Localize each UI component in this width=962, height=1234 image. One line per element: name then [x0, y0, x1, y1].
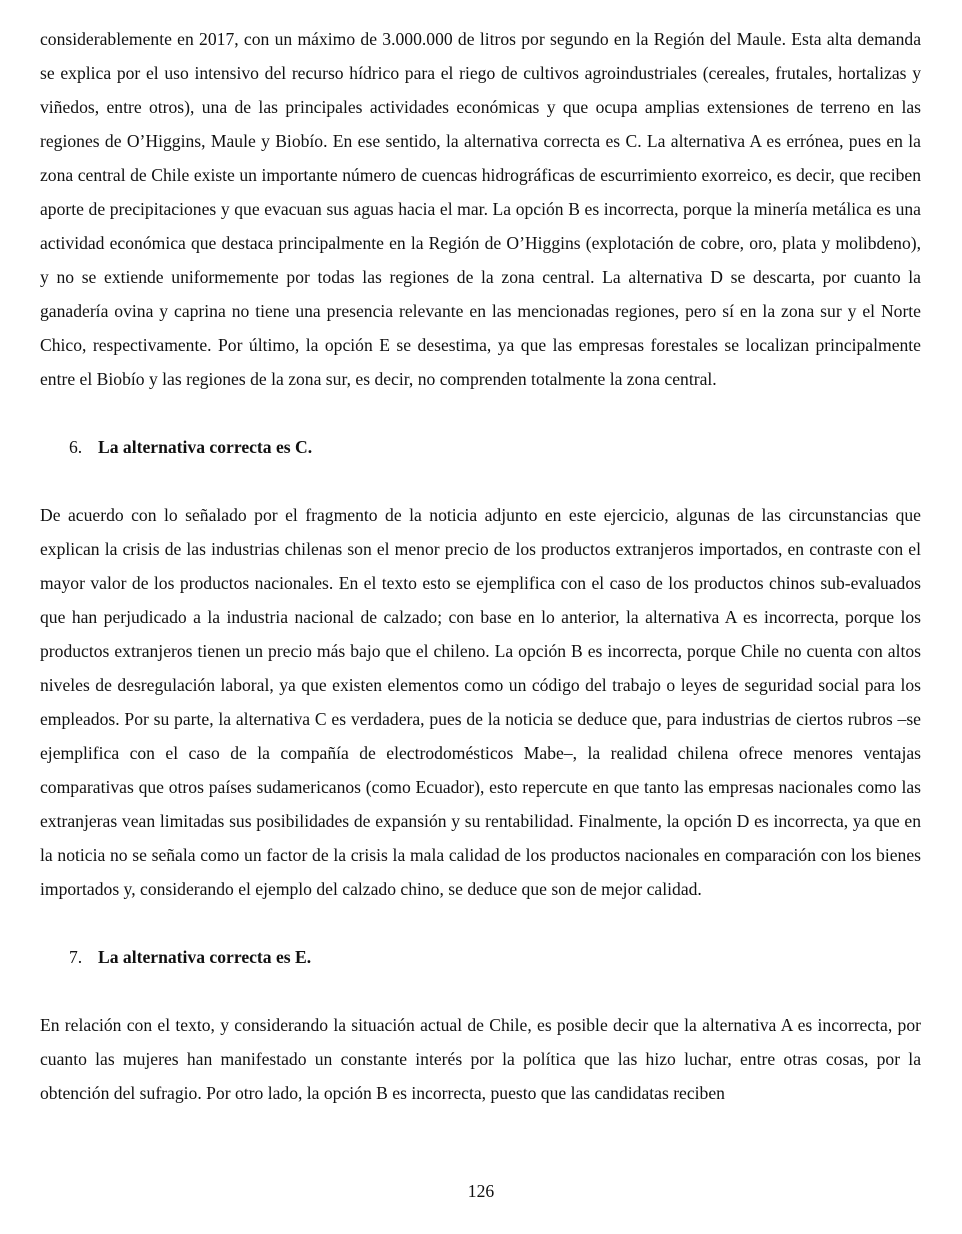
paragraph-question-6-explanation: De acuerdo con lo señalado por el fragmento de la noticia adjunto en este ejercicio, algunas de las circunstancias que explican la crisis de las industrias chilenas son el menor precio de los productos extranjeros importados, en contraste con el mayor valor de los productos nacionales. En el texto esto se ejemplifica con el caso de los productos chinos sub-evaluados que han perjudicado a la industria nacional de calzado; con base en lo anterior, la alternativa A es incorrecta, porque los productos extranjeros tienen un precio más bajo que el chileno. La opción B es incorrecta, porque Chile no cuenta con altos niveles de desregulación laboral, ya que existen elementos como un código del trabajo o leyes de seguridad social para los empleados. Por su parte, la alternativa C es verdadera, pues de la noticia se deduce que, para industrias de ciertos rubros –se ejemplifica con el caso de la compañía de electrodomésticos Mabe–, la realidad chilena ofrece menores ventajas comparativas que otros países sudamericanos (como Ecuador), esto repercute en que tanto las empresas nacionales como las extranjeras vean limitadas sus posibilidades de expansión y su rentabilidad. Finalmente, la opción D es incorrecta, ya que en la noticia no se señala como un factor de la crisis la mala calidad de los productos nacionales en comparación con los bienes importados y, considerando el ejemplo del calzado chino, se deduce que son de mejor calidad. [40, 505, 921, 899]
answer-heading-6 [40, 430, 921, 464]
heading-number: 6. [69, 437, 83, 457]
heading-text: La alternativa correcta es E. [98, 947, 312, 967]
heading-text: La alternativa correcta es C. [98, 437, 313, 457]
heading-number: 7. [69, 947, 83, 967]
answer-heading-7 [40, 940, 921, 974]
paragraph-question-5-explanation: considerablemente en 2017, con un máximo de 3.000.000 de litros por segundo en la Región del Maule. Esta alta demanda se explica por el uso intensivo del recurso hídrico para el riego de cultivos agroindustriales (cereales, frutales, hortalizas y viñedos, entre otros), una de las principales actividades económicas y que ocupa amplias extensiones de terreno en las regiones de O’Higgins, Maule y Biobío. En ese sentido, la alternativa correcta es C. La alternativa A es errónea, pues en la zona central de Chile existe un importante número de cuencas hidrográficas de escurrimiento exorreico, es decir, que reciben aporte de precipitaciones y que evacuan sus aguas hacia el mar. La opción B es incorrecta, porque la minería metálica es una actividad económica que destaca principalmente en la Región de O’Higgins (explotación de cobre, oro, plata y molibdeno), y no se extiende uniformemente por todas las regiones de la zona central. La alternativa D se descarta, por cuanto la ganadería ovina y caprina no tiene una presencia relevante en las mencionadas regiones, pero sí en la zona sur y el Norte Chico, respectivamente. Por último, la opción E se desestima, ya que las empresas forestales se localizan principalmente entre el Biobío y las regiones de la zona sur, es decir, no comprenden totalmente la zona central. [40, 29, 921, 389]
document-page [40, 22, 921, 1110]
page-number: 126 [467, 1181, 495, 1201]
paragraph-question-7-explanation: En relación con el texto, y considerando la situación actual de Chile, es posible decir que la alternativa A es incorrecta, por cuanto las mujeres han manifestado un constante interés por la política que las hizo luchar, entre otras cosas, por la obtención del sufragio. Por otro lado, la opción B es incorrecta, puesto que las candidatas reciben [40, 1015, 921, 1103]
